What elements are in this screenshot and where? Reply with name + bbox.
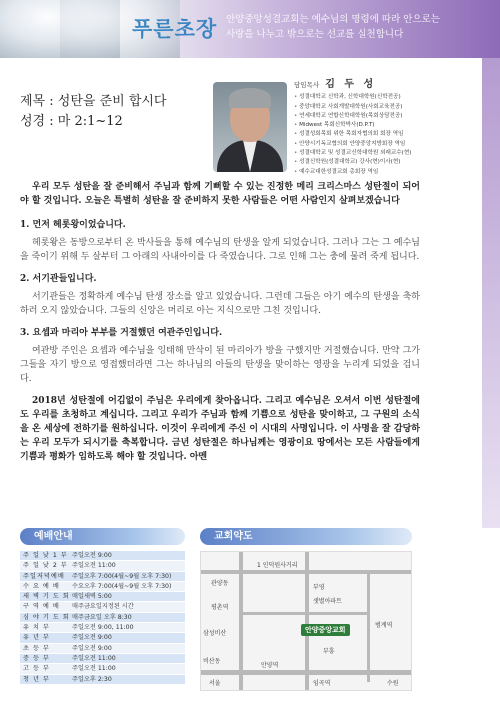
church-mission (226, 12, 496, 42)
service-time: 주일오전 11:00 (72, 562, 116, 570)
service-time: 주일오전 11:00 (72, 665, 116, 673)
schedule-table (20, 551, 185, 685)
sermon-body (20, 180, 420, 464)
pastor-credential: • 성결대학교 신학과, 신학대학원(신학전공) (294, 93, 482, 102)
pastor-name: 김 두 성 (325, 79, 377, 90)
sermon-scripture: 성경 : 마 2:1~12 (20, 114, 123, 129)
church-location-marker: 안양중앙교회 (301, 624, 350, 636)
schedule-row (20, 613, 185, 623)
schedule-row (20, 654, 185, 664)
service-time: 매일새벽 5:00 (72, 593, 112, 601)
service-name: 주일저녁예배 (23, 572, 65, 580)
pastor-role: 담임목사 (294, 81, 320, 89)
map-place-label: 부영 (313, 584, 325, 591)
header-banner (0, 0, 500, 58)
map-place-label: 샛별아파트 (313, 598, 342, 605)
schedule-row (20, 572, 185, 582)
service-name: 구 역 예 배 (23, 603, 60, 611)
schedule-row (20, 602, 185, 612)
pastor-credential: • 성결신학원(성결대학교) 강사(현)이사(현) (294, 158, 482, 167)
map-label: 교회약도 (200, 528, 412, 545)
service-name: 주 일 낮 1 부 (23, 552, 68, 559)
schedule-row (20, 675, 185, 685)
schedule-row (20, 623, 185, 633)
service-name: 초 등 부 (23, 644, 50, 652)
map-place-label: 안양역 (261, 662, 279, 669)
service-time: 매주금요일 오후 8:30 (72, 613, 132, 621)
pastor-credential: • 중앙대학교 사회개발대학원(사회교육전공) (294, 103, 482, 112)
schedule-row (20, 551, 185, 561)
pastor-credential: • Midwest 목회신학박사(D.P.T) (294, 121, 482, 130)
service-time: 매주금요일지정된 시간 (72, 603, 134, 611)
service-name: 유 년 부 (23, 634, 50, 642)
pastor-credential: • 성결성회목회 위한 목회자협의회 회장 역임 (294, 130, 482, 139)
map-place-label: 관양동 (211, 580, 229, 587)
service-time: 주일오전 11:00 (72, 654, 116, 662)
section-heading: 3. 요셉과 마리아 부부를 거절했던 여관주인입니다. (20, 328, 223, 338)
service-time: 주일오전 9:00, 11:00 (72, 624, 134, 632)
map-place-label: 수원 (387, 680, 399, 687)
section-text: 헤롯왕은 동방으로부터 온 박사들을 통해 예수님의 탄생을 알게 되었습니다. 그러나 그는 그 예수님을 죽이기 위해 두 살부터 그 아래의 사내아이를 다 죽였습니다. 그로 인해 그는 충에 물려 죽게 됩니다. (20, 238, 420, 262)
pastor-credential: • 안양시기독교협의회 안양중앙지방회장 역임 (294, 140, 482, 149)
pastor-credential: • 연세대학교 연합신학대학원(목회상담전공) (294, 112, 482, 121)
section-heading: 1. 먼저 헤롯왕이었습니다. (20, 220, 126, 230)
service-name: 수 요 예 배 (23, 582, 60, 590)
map-place-label: 비산동 (203, 658, 221, 665)
service-time: 주일오후 2:30 (72, 675, 112, 683)
service-name: 고 등 부 (23, 665, 50, 673)
service-name: 새 벽 기 도 회 (23, 593, 70, 601)
map-place-label: 부흥 (323, 648, 335, 655)
schedule-row (20, 592, 185, 602)
sermon-closing: 2018년 성탄절에 어김없이 주님은 우리에게 찾아옵니다. 그리고 예수님은 오셔서 이번 성탄절에도 우리를 초청하고 계십니다. 그리고 우리가 주님과 함께 기쁨으로 성탄을 맞이하고, 그 구원의 소식을 온 세상에 전하기를 원하십니다. 이것이 우리에게 주신 이 시대의 사명입니다. 이 사명을 잘 감당하는 우리 모두가 되시기를 축복합니다. 금년 성탄절은 하나님께는 영광이요 땅에서는 모든 사람들에게 기쁨과 평화가 임하도록 해야 할 것입니다. 아멘 (20, 396, 420, 462)
map-place-label: 1 인덕원사거리 (257, 562, 298, 569)
sermon-title: 제목 : 성탄을 준비 합시다 (20, 94, 167, 109)
map-road (243, 612, 367, 615)
service-name: 주 일 낮 2 부 (23, 562, 68, 570)
mission-line: 안양중앙성결교회는 예수님의 명령에 따라 안으로는 (226, 14, 440, 25)
pastor-credential: • 성결대학교 및 성결교신학대학원 외래교수(현) (294, 149, 482, 158)
pastor-name-line (294, 80, 482, 90)
worship-label: 예배안내 (20, 528, 185, 545)
map-place-label: 평촌역 (211, 604, 229, 611)
church-map-section (200, 528, 412, 691)
pastor-credential: • 예수교대한성결교회 총회장 역임 (294, 168, 482, 177)
mission-line: 사랑을 나누고 밖으로는 선교를 실천합니다 (226, 29, 404, 40)
service-name: 중 등 부 (23, 654, 50, 662)
sermon-heading (20, 92, 167, 132)
service-name: 청 년 부 (23, 675, 50, 683)
map-road (367, 572, 370, 682)
pastor-profile (294, 80, 482, 177)
bulletin-title: 푸른초장 (132, 17, 218, 41)
service-name: 유 치 부 (23, 624, 50, 632)
service-time: 수요오후 7:00(4월~9월 오후 7:30) (72, 582, 172, 590)
service-time: 주일오후 7:00(4월~9월 오후 7:30) (72, 572, 172, 580)
worship-schedule (20, 528, 185, 685)
schedule-row (20, 633, 185, 643)
map-place-label: 범계역 (375, 622, 393, 629)
schedule-row (20, 664, 185, 674)
church-map (200, 551, 412, 691)
service-time: 주일오전 9:00 (72, 552, 112, 559)
service-time: 주일오전 9:00 (72, 634, 112, 642)
pastor-photo (213, 82, 287, 172)
service-time: 주일오전 9:00 (72, 644, 112, 652)
schedule-row (20, 582, 185, 592)
service-name: 심 야 기 도 회 (23, 613, 70, 621)
section-heading: 2. 서기관들입니다. (20, 274, 97, 284)
side-decoration (482, 58, 500, 528)
schedule-row (20, 644, 185, 654)
sermon-intro: 우리 모두 성탄을 잘 준비해서 주님과 함께 기뻐할 수 있는 진정한 메리 크리스마스 성탄절이 되어야 할 것입니다. 오늘은 특별히 성탄을 잘 준비하지 못한 사람들은 어떤 사람인지 살펴보겠습니다 (20, 182, 420, 206)
section-text: 서기관들은 정확하게 예수님 탄생 장소를 알고 있었습니다. 그런데 그들은 아기 예수의 탄생을 축하하러 오지 않았습니다. 그들의 신앙은 머리로 아는 지식으로만 그친 것입니다. (20, 292, 420, 316)
schedule-row (20, 561, 185, 571)
map-road (239, 552, 243, 691)
section-text: 여관방 주인은 요셉과 예수님을 잉태해 만삭이 된 마리아가 방을 구했지만 거절했습니다. 만약 그가 그들을 자기 방으로 영접했더라면 그는 하나님의 아들의 탄생을 맞이하는 영광을 누리게 되었을 겁니다. (20, 346, 420, 384)
map-place-label: 서울 (209, 680, 221, 687)
map-place-label: 삼성비산 (203, 630, 227, 637)
map-place-label: 임곡역 (313, 680, 331, 687)
map-road (305, 552, 309, 691)
